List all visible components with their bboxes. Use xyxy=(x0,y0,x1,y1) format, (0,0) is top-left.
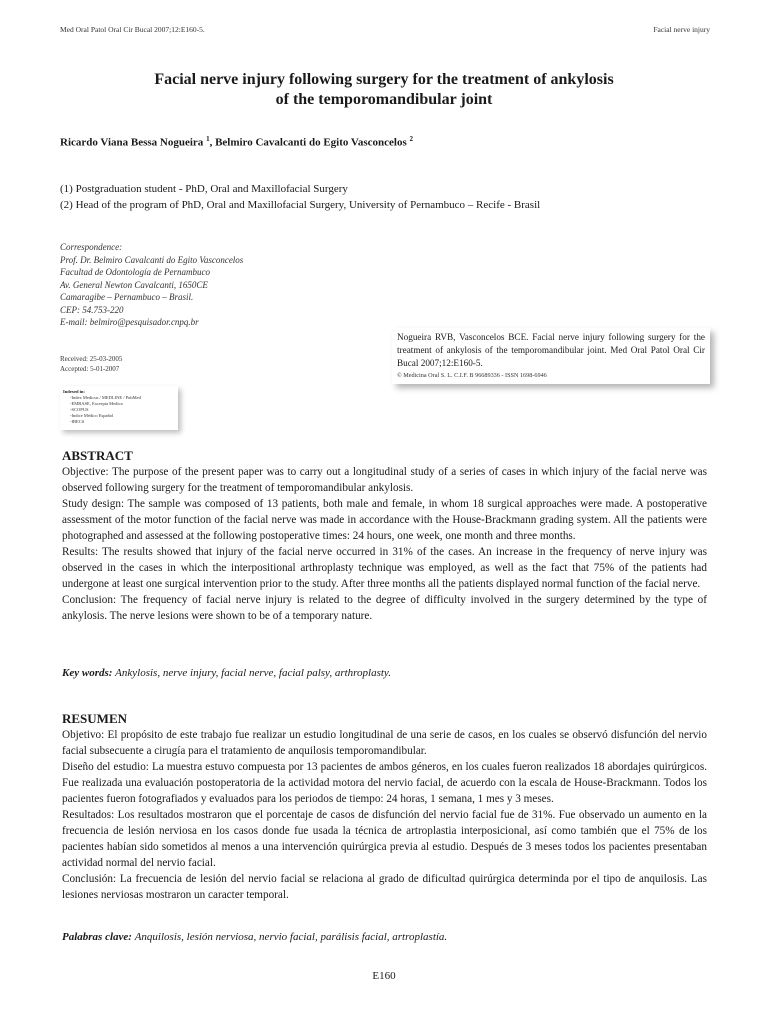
article-title xyxy=(60,70,708,110)
received-date: Received: 25-03-2005 xyxy=(60,355,123,363)
affiliation-2: (2) Head of the program of PhD, Oral and Maxillofacial Surgery, University of Pernambuco – Recife - Brasil xyxy=(60,199,541,211)
resumen-diseno: Diseño del estudio: La muestra estuvo compuesta por 13 pacientes de ambos géneros, en los cuales fueron realizados 18 abordajes quirúrgicos. Fue realizada una evaluación postoperatoria de la actividad motora del nervio facial, de acuerdo con la escala de House-Brackmann. Todos los pacientes fueron fotografiados y evaluados para los periodos de tiempo: 24 horas, 1 semana, 1 mes y 3 meses. xyxy=(62,761,707,805)
abstract-study-design: Study design: The sample was composed of 13 patients, both male and female, in whom 18 surgical approaches were made. A postoperative assessment of the motor function of the facial nerve was made in accordance with the House-Brackmann grading system. All the patients were photographed and assessed at the following postoperative times: 24 hours, one week, one month and three months. xyxy=(62,498,707,542)
keywords-line xyxy=(62,667,391,679)
resumen-conclusion: Conclusión: La frecuencia de lesión del nervio facial se relaciona al grado de dificultad quirúrgica determinda por el tipo de anquilosis. Las lesiones nerviosas mostraron un caracter temporal. xyxy=(62,873,707,901)
keywords-label: Key words: xyxy=(62,667,113,679)
resumen-heading: RESUMEN xyxy=(62,711,128,726)
resumen-resultados: Resultados: Los resultados mostraron que el porcentaje de casos de disfunción del nervio facial fue de 31%. Fue observado un aumento en la frecuencia de lesión nerviosa en los casos donde fue usada la técnica de artroplastia interposicional, así como también que el 75% de los pacientes habían sido sometidos al menos a una intervención quirúrgica previa al estudio. Después de 3 meses todos los pacientes presentaban actividad normal del nervio facial. xyxy=(62,809,707,869)
indexed-list xyxy=(70,395,141,425)
correspondence-institution: Facultad de Odontología de Pernambuco xyxy=(60,267,210,277)
submission-dates xyxy=(60,354,122,374)
abstract-heading: ABSTRACT xyxy=(62,448,133,463)
citation-box xyxy=(392,328,710,384)
abstract-objective: Objective: The purpose of the present paper was to carry out a longitudinal study of a series of cases in which injury of the facial nerve was observed following surgery for the treatment of temporomandibular ankylosis. xyxy=(62,466,707,494)
resumen-objetivo: Objetivo: El propósito de este trabajo fue realizar un estudio longitudinal de una serie de casos, en los cuales se observó disfunción del nervio facial subsecuente a cirugía para el tratamiento de anquilosis temporomandibular. xyxy=(62,729,707,757)
correspondence-label: Correspondence: xyxy=(60,242,123,252)
title-line-1: Facial nerve injury following surgery for the treatment of ankylosis xyxy=(154,71,614,88)
indexed-in-box xyxy=(60,386,178,430)
correspondence-block xyxy=(60,241,243,329)
correspondence-city: Camaragibe – Pernambuco – Brasil. xyxy=(60,292,194,302)
resumen-section xyxy=(62,711,707,903)
page-number: E160 xyxy=(372,970,396,982)
author-1: Ricardo Viana Bessa Nogueira xyxy=(60,136,204,149)
abstract-section xyxy=(62,448,707,624)
abstract-results: Results: The results showed that injury of the facial nerve occurred in 31% of the cases. An increase in the frequency of nerve injury was observed in the cases in which the interpositional arthroplasty technique was employed, as well as the fact that 75% of the patients had undergone at least one surgical intervention prior to the study. After three months all the patients displayed normal function of the facial nerve. xyxy=(62,546,707,590)
palabras-text: Anquilosis, lesión nerviosa, nervio facial, parálisis facial, artroplastía. xyxy=(134,931,448,943)
indexed-heading: Indexed in: xyxy=(63,389,85,394)
correspondence-name: Prof. Dr. Belmiro Cavalcanti do Egito Vasconcelos xyxy=(60,254,244,265)
correspondence-postcode: CEP: 54.753-220 xyxy=(60,304,124,315)
accepted-date: Accepted: 5-01-2007 xyxy=(60,365,120,373)
abstract-conclusion: Conclusion: The frequency of facial nerve injury is related to the degree of difficulty involved in the surgery determined by the type of ankylosis. The nerve lesions were shown to be of a temporary nature. xyxy=(62,594,707,622)
indexed-item: -IBECS xyxy=(70,419,85,424)
author-1-affiliation-mark: 1 xyxy=(206,135,210,143)
author-list xyxy=(60,135,413,149)
citation-copyright: © Medicina Oral S. L. C.I.F. B 96689336 - ISSN 1698-6946 xyxy=(397,372,547,379)
author-separator: , xyxy=(209,136,216,149)
correspondence-email: E-mail: belmiro@pesquisador.cnpq.br xyxy=(60,317,199,327)
indexed-item: -Indice Médico Español xyxy=(70,413,114,418)
affiliations xyxy=(60,181,540,213)
author-2: Belmiro Cavalcanti do Egito Vasconcelos xyxy=(215,136,407,149)
indexed-item: -EMBASE, Excerpta Medica xyxy=(70,401,123,406)
keywords-text: Ankylosis, nerve injury, facial nerve, facial palsy, arthroplasty. xyxy=(115,667,391,679)
indexed-item: -Index Medicus / MEDLINE / PubMed xyxy=(70,395,141,400)
correspondence-address: Av. General Newton Cavalcanti, 1650CE xyxy=(60,279,208,290)
title-line-2: of the temporomandibular joint xyxy=(275,91,493,108)
palabras-clave-line xyxy=(62,931,447,943)
author-2-affiliation-mark: 2 xyxy=(409,135,414,143)
citation-text: Nogueira RVB, Vasconcelos BCE. Facial nerve injury following surgery for the treatment of ankylosis of the temporomandibular joint. Med Oral Patol Oral Cir Bucal 2007;12:E160-5. xyxy=(397,332,705,368)
palabras-label: Palabras clave: xyxy=(62,931,132,943)
affiliation-1: (1) Postgraduation student - PhD, Oral and Maxillofacial Surgery xyxy=(60,183,348,195)
running-header-left: Med Oral Patol Oral Cir Bucal 2007;12:E160-5. xyxy=(60,25,205,34)
indexed-item: -SCOPUS xyxy=(70,407,89,412)
running-header-right: Facial nerve injury xyxy=(653,25,710,34)
